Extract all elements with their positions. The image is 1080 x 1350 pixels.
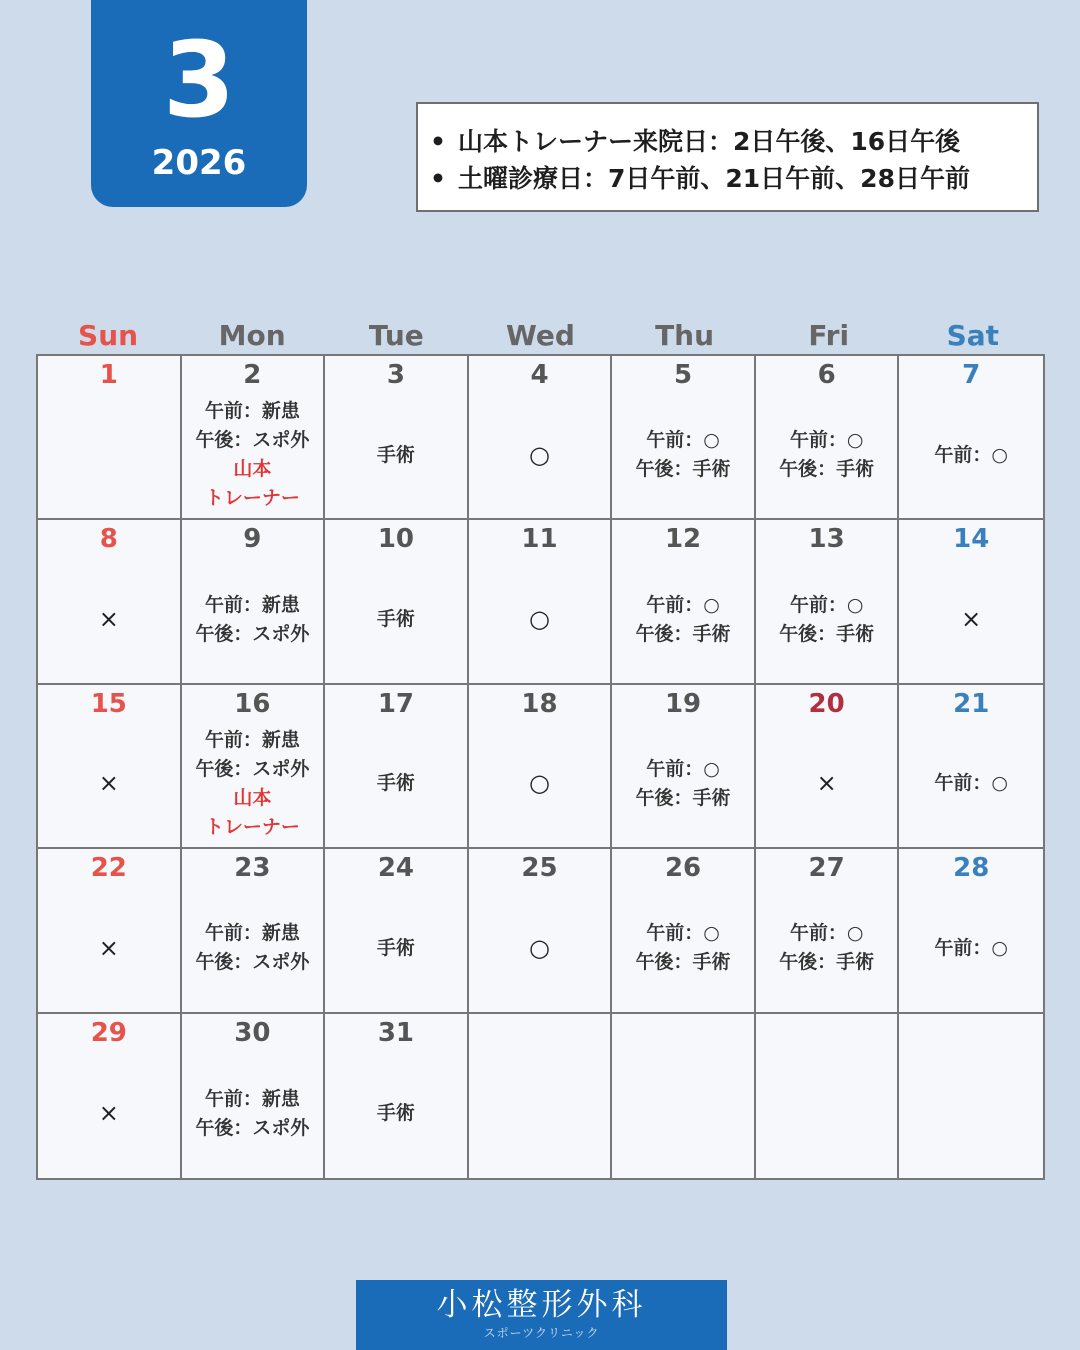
day-schedule [756, 392, 898, 518]
weekday-thu: Thu [655, 319, 715, 352]
day-number: 4 [530, 360, 549, 390]
day-schedule [325, 392, 467, 518]
day-number: 26 [664, 853, 702, 884]
trainer-note: トレーナー [204, 815, 300, 838]
day-number: 16 [234, 688, 271, 719]
calendar-cell [182, 520, 326, 684]
calendar-cell [612, 520, 756, 684]
day-schedule [325, 1050, 467, 1178]
day-schedule [899, 392, 1043, 518]
calendar-cell [469, 685, 613, 849]
day-number: 21 [953, 688, 990, 719]
day-schedule [38, 392, 180, 518]
schedule-line: 午前：○ [789, 429, 864, 452]
day-schedule [38, 556, 180, 682]
day-number: 27 [808, 853, 845, 884]
day-schedule [612, 721, 754, 847]
calendar-cell [756, 685, 900, 849]
schedule-line: 午後：スポ外 [195, 757, 310, 780]
calendar-cell [756, 520, 900, 684]
schedule-line: 午前：○ [646, 922, 720, 945]
calendar-cell [899, 356, 1043, 520]
schedule-line: 午前：○ [646, 593, 720, 616]
day-number: 7 [962, 360, 981, 390]
day-schedule [38, 885, 180, 1011]
day-number: 28 [953, 853, 990, 884]
weekday-fri: Fri [808, 319, 850, 352]
calendar-cell [612, 685, 756, 849]
day-number: 2 [243, 360, 262, 390]
schedule-line: 午前：○ [934, 443, 1008, 466]
day-schedule [612, 1050, 754, 1178]
trainer-note: 山本 [233, 786, 272, 809]
calendar-cell [182, 1014, 326, 1178]
calendar-cell [899, 1014, 1043, 1178]
schedule-line: 午前：○ [934, 772, 1008, 795]
schedule-line: 手術 [376, 608, 415, 631]
clinic-name: 小松整形外科 [436, 1287, 647, 1323]
day-schedule [469, 556, 611, 682]
schedule-line: 午前：新患 [204, 922, 300, 945]
day-number: 24 [377, 853, 415, 884]
schedule-line: 手術 [376, 772, 415, 795]
schedule-line: 午前：○ [789, 922, 864, 945]
schedule-line: 午後：スポ外 [195, 1116, 310, 1139]
schedule-line: 午前：○ [934, 936, 1008, 959]
open-mark-icon: ○ [529, 769, 550, 798]
notice-item [430, 160, 1027, 197]
calendar-cell [469, 356, 613, 520]
day-schedule [469, 885, 611, 1011]
day-schedule [38, 721, 180, 847]
day-number: 30 [234, 1017, 271, 1048]
schedule-line: 午後：スポ外 [195, 429, 310, 452]
day-schedule [612, 392, 754, 518]
closed-mark-icon: × [98, 1099, 119, 1128]
calendar-cell [612, 849, 756, 1013]
schedule-line: 午後：スポ外 [195, 622, 310, 645]
schedule-line: 午後：手術 [635, 622, 731, 645]
schedule-line: 手術 [376, 1102, 415, 1125]
closed-mark-icon: × [816, 769, 837, 798]
day-schedule [469, 1050, 611, 1178]
calendar-cell [38, 685, 182, 849]
day-number: 22 [90, 853, 127, 884]
calendar-cell [325, 356, 469, 520]
calendar-cell [899, 520, 1043, 684]
day-number: 14 [953, 524, 990, 555]
day-number: 10 [377, 524, 415, 555]
calendar-cell [756, 1014, 900, 1178]
weekday-sat: Sat [946, 319, 1000, 352]
day-schedule [469, 392, 611, 518]
day-number: 31 [377, 1017, 415, 1048]
weekday-sun: Sun [78, 319, 139, 352]
notice-text: 土曜診療日：7日午前、21日午前、28日午前 [458, 164, 970, 193]
calendar-cell [756, 356, 900, 520]
weekday-header [36, 318, 1045, 354]
day-number: 13 [808, 524, 845, 555]
day-number: 17 [377, 688, 415, 719]
calendar-cell [182, 356, 326, 520]
day-schedule [899, 721, 1043, 847]
day-number: 11 [521, 524, 558, 555]
calendar-cell [612, 1014, 756, 1178]
schedule-line: 午後：スポ外 [195, 951, 310, 974]
day-schedule [612, 556, 754, 682]
calendar-cell [469, 1014, 613, 1178]
calendar-cell [469, 520, 613, 684]
calendar-cell [612, 356, 756, 520]
calendar-cell [38, 849, 182, 1013]
bullet-icon: • [430, 127, 446, 156]
schedule-line: 午前：○ [789, 593, 864, 616]
schedule-line: 午後：手術 [635, 458, 731, 481]
day-number: 23 [234, 853, 271, 884]
schedule-line: 午前：新患 [204, 400, 300, 423]
day-schedule [182, 392, 324, 518]
calendar-cell [38, 1014, 182, 1178]
open-mark-icon: ○ [529, 605, 550, 634]
day-schedule [756, 885, 898, 1011]
schedule-line: 午後：手術 [635, 951, 731, 974]
month-number: 3 [162, 19, 236, 141]
trainer-note: 山本 [233, 458, 272, 481]
calendar-cell [38, 520, 182, 684]
day-number: 19 [664, 688, 702, 719]
day-number: 9 [243, 524, 262, 555]
calendar-cell [899, 685, 1043, 849]
weekday-tue: Tue [368, 319, 424, 352]
day-number: 12 [664, 524, 702, 555]
calendar-cell [469, 849, 613, 1013]
day-number: 8 [99, 524, 118, 555]
day-number: 15 [90, 688, 127, 719]
notice-box [416, 102, 1039, 212]
day-schedule [182, 721, 324, 847]
closed-mark-icon: × [98, 933, 119, 962]
day-number: 3 [386, 360, 405, 390]
calendar-cell [756, 849, 900, 1013]
schedule-line: 午前：新患 [204, 1087, 300, 1110]
day-schedule [325, 721, 467, 847]
trainer-note: トレーナー [204, 487, 300, 510]
closed-mark-icon: × [961, 605, 982, 634]
year-label: 2026 [151, 143, 247, 183]
clinic-logo [356, 1280, 727, 1350]
schedule-line: 午前：○ [646, 429, 720, 452]
calendar-cell [325, 849, 469, 1013]
day-number: 6 [817, 360, 836, 390]
clinic-subtitle: スポーツクリニック [483, 1326, 600, 1340]
day-number: 20 [808, 688, 845, 719]
day-schedule [899, 556, 1043, 682]
day-schedule [325, 556, 467, 682]
day-schedule [899, 1050, 1043, 1178]
notice-text: 山本トレーナー来院日：2日午後、16日午後 [458, 127, 961, 156]
day-schedule [182, 1050, 324, 1178]
schedule-line: 午後：手術 [635, 786, 731, 809]
day-number: 29 [90, 1017, 127, 1048]
schedule-line: 午前：○ [646, 757, 720, 780]
calendar-cell [38, 356, 182, 520]
calendar-cell [325, 520, 469, 684]
calendar-cell [325, 1014, 469, 1178]
day-schedule [756, 721, 898, 847]
schedule-line: 手術 [376, 443, 415, 466]
day-schedule [469, 721, 611, 847]
day-number: 1 [99, 360, 118, 390]
open-mark-icon: ○ [529, 440, 550, 469]
calendar-cell [182, 849, 326, 1013]
bullet-icon: • [430, 164, 446, 193]
day-number: 18 [521, 688, 558, 719]
closed-mark-icon: × [98, 769, 119, 798]
day-schedule [756, 1050, 898, 1178]
month-badge [91, 0, 307, 207]
day-schedule [612, 885, 754, 1011]
calendar-cell [899, 849, 1043, 1013]
open-mark-icon: ○ [529, 933, 550, 962]
calendar-cell [325, 685, 469, 849]
schedule-line: 午後：手術 [779, 951, 875, 974]
schedule-line: 午前：新患 [204, 593, 300, 616]
day-number: 25 [521, 853, 558, 884]
calendar-grid [36, 354, 1045, 1180]
schedule-line: 手術 [376, 936, 415, 959]
schedule-line: 午後：手術 [779, 622, 875, 645]
closed-mark-icon: × [98, 605, 119, 634]
day-schedule [756, 556, 898, 682]
schedule-line: 午後：手術 [779, 458, 875, 481]
day-schedule [899, 885, 1043, 1011]
notice-item [430, 123, 1027, 160]
calendar-cell [182, 685, 326, 849]
day-schedule [325, 885, 467, 1011]
day-schedule [182, 556, 324, 682]
day-schedule [182, 885, 324, 1011]
day-number: 5 [674, 360, 693, 390]
schedule-line: 午前：新患 [204, 728, 300, 751]
day-schedule [38, 1050, 180, 1178]
weekday-wed: Wed [505, 319, 575, 352]
weekday-mon: Mon [218, 319, 286, 352]
